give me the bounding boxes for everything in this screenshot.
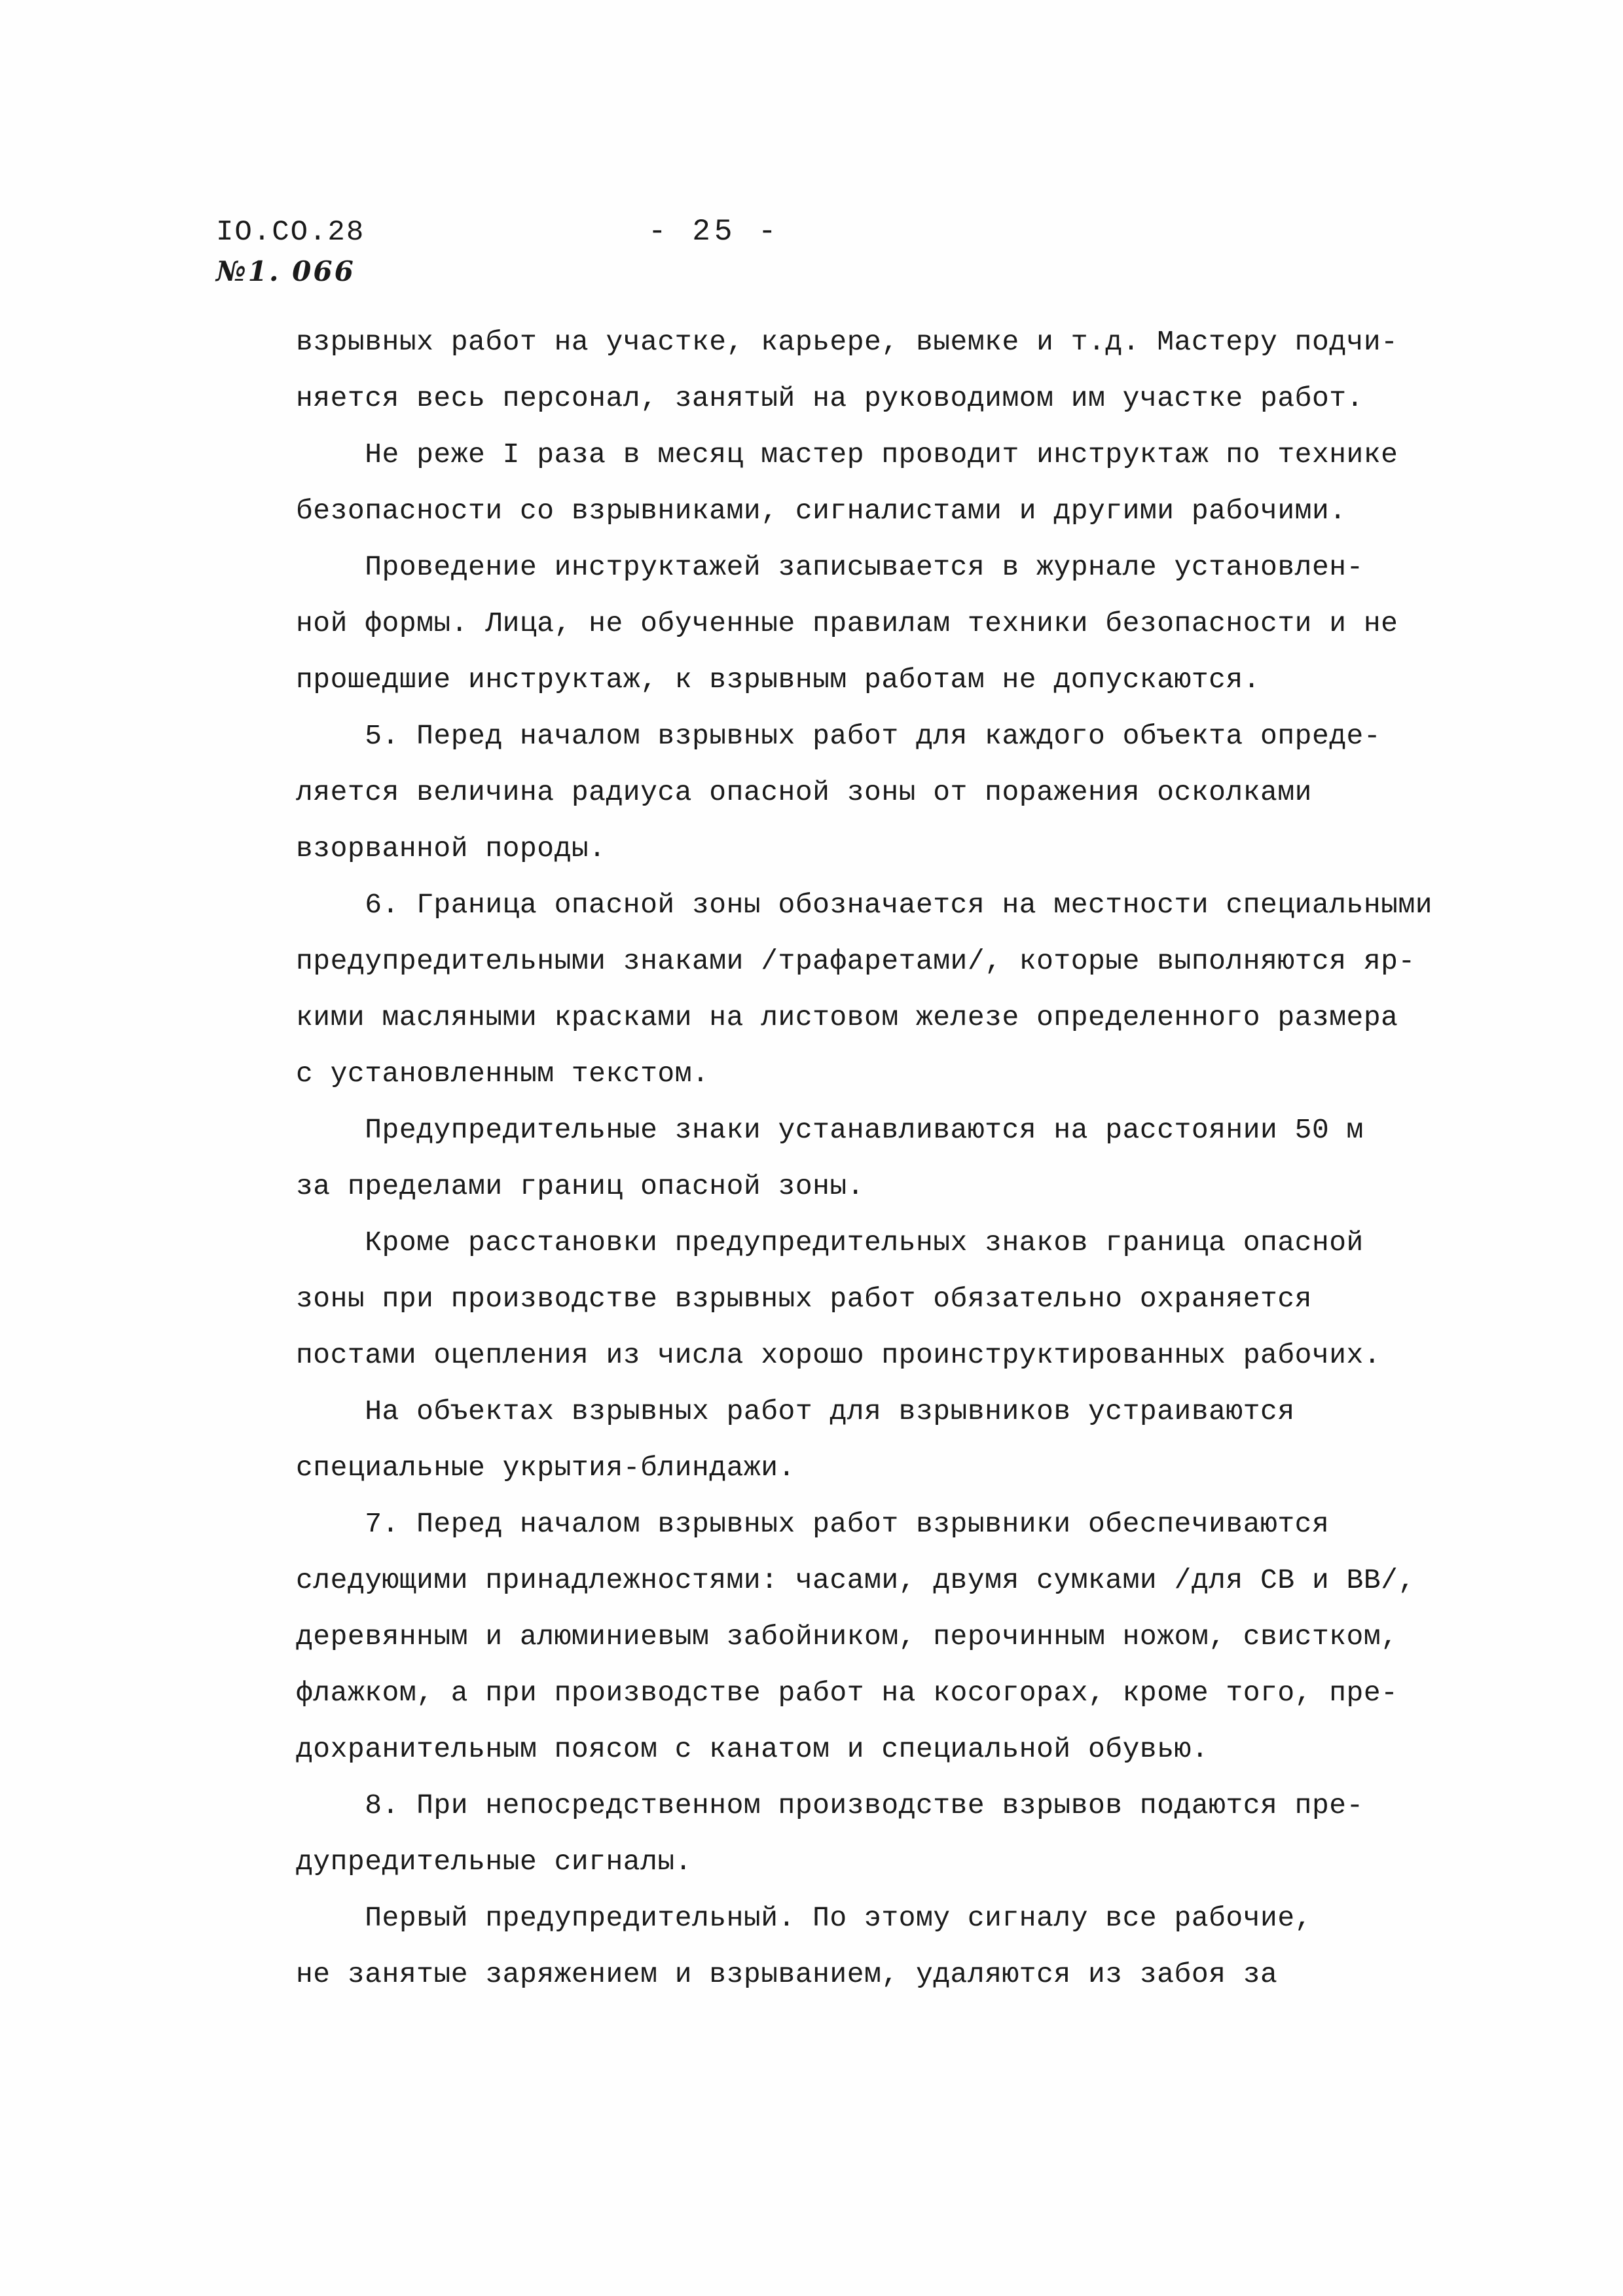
text-line: за пределами границ опасной зоны.: [296, 1170, 865, 1202]
text-line: 8. При непосредственном производстве взрывов подаются пре-: [296, 1789, 1364, 1821]
text-line: ляется величина радиуса опасной зоны от поражения осколками: [296, 776, 1312, 808]
text-line: дупредительные сигналы.: [296, 1846, 692, 1878]
text-line: флажком, а при производстве работ на косогорах, кроме того, пре-: [296, 1677, 1398, 1709]
text-line: дохранительным поясом с канатом и специальной обувью.: [296, 1733, 1209, 1765]
text-line: специальные укрытия-блиндажи.: [296, 1452, 795, 1484]
text-line: ной формы. Лица, не обученные правилам техники безопасности и не: [296, 607, 1398, 639]
text-line: деревянным и алюминиевым забойником, перочинным ножом, свистком,: [296, 1621, 1398, 1653]
text-line: взрывных работ на участке, карьере, выемке и т.д. Мастеру подчи-: [296, 326, 1398, 358]
text-line: Предупредительные знаки устанавливаются на расстоянии 50 м: [296, 1114, 1364, 1146]
handwritten-note: №1. 066: [216, 255, 356, 287]
text-line: няется весь персонал, занятый на руководимом им участке работ.: [296, 382, 1364, 414]
text-line: 6. Граница опасной зоны обозначается на местности специальными: [296, 889, 1433, 921]
text-line: с установленным текстом.: [296, 1058, 710, 1090]
page-number: - 25 -: [648, 215, 780, 249]
text-line: постами оцепления из числа хорошо проинструктированных рабочих.: [296, 1339, 1381, 1371]
text-line: безопасности со взрывниками, сигналистами и другими рабочими.: [296, 495, 1347, 527]
text-line: Первый предупредительный. По этому сигналу все рабочие,: [296, 1902, 1312, 1934]
text-line: не занятые заряжением и взрыванием, удаляются из забоя за: [296, 1958, 1278, 1990]
text-line: Кроме расстановки предупредительных знаков граница опасной: [296, 1227, 1364, 1259]
text-line: Проведение инструктажей записывается в журнале установлен-: [296, 551, 1364, 583]
body-text: [296, 314, 1433, 2003]
document-code: IO.CO.28: [216, 216, 365, 249]
text-line: 7. Перед началом взрывных работ взрывники обеспечиваются: [296, 1508, 1330, 1540]
text-line: прошедшие инструктаж, к взрывным работам не допускаются.: [296, 664, 1261, 696]
text-line: взорванной породы.: [296, 833, 606, 865]
text-line: зоны при производстве взрывных работ обязательно охраняется: [296, 1283, 1312, 1315]
text-line: предупредительными знаками /трафаретами/, которые выполняются яр-: [296, 945, 1415, 977]
text-line: Не реже I раза в месяц мастер проводит инструктаж по технике: [296, 439, 1398, 471]
text-line: кими масляными красками на листовом железе определенного размера: [296, 1001, 1398, 1033]
text-line: На объектах взрывных работ для взрывников устраиваются: [296, 1395, 1295, 1427]
text-line: 5. Перед началом взрывных работ для каждого объекта опреде-: [296, 720, 1381, 752]
text-line: следующими принадлежностями: часами, двумя сумками /для СВ и ВВ/,: [296, 1564, 1415, 1596]
